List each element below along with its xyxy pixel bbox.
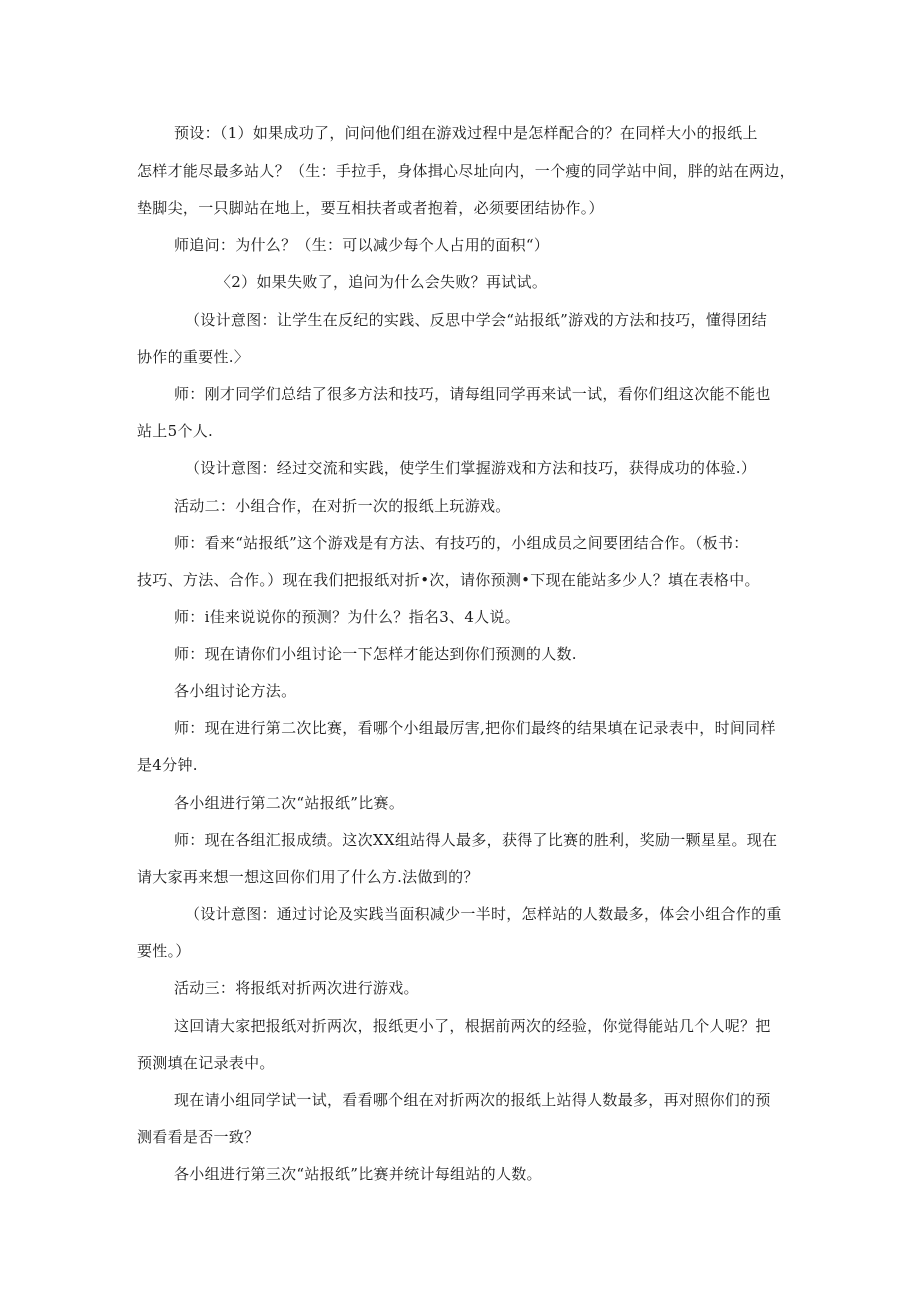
text-line: 活动二：小组合作，在对折一次的报纸上玩游戏。 [174, 497, 511, 515]
text-line: 师：看来“站报纸”这个游戏是有方法、有技巧的，小组成员之间要团结合作。（板书： [174, 534, 749, 552]
text-line: 技巧、方法、合作。）现在我们把报纸对折•次，请你预测•下现在能站多少人？填在表格中。 [137, 571, 760, 589]
text-line: 预测填在记录表中。 [137, 1054, 275, 1072]
text-line: （设计意图：经过交流和实践，使学生们掌握游戏和方法和技巧，获得成功的体验.） [185, 459, 757, 477]
text-line: 活动三：将报纸对折两次进行游戏。 [174, 979, 419, 997]
text-line: （设计意图：通过讨论及实践当面积减少一半时，怎样站的人数最多，体会小组合作的重 [185, 905, 782, 923]
text-line: 请大家再来想一想这回你们用了什么方.法做到的？ [137, 868, 479, 886]
text-line: 现在请小组同学试一试，看看哪个组在对折两次的报纸上站得人数最多，再对照你们的预 [174, 1091, 771, 1109]
text-line: 各小组讨论方法。 [174, 682, 297, 700]
text-line: 协作的重要性.〉 [137, 348, 250, 366]
text-line: 师：现在请你们小组讨论一下怎样才能达到你们预测的人数. [174, 645, 577, 663]
text-line: 要性。） [137, 942, 191, 960]
text-line: 师：i佳来说说你的预测？为什么？指名3、4人说。 [174, 608, 521, 626]
text-line: 预设：（1）如果成功了，问问他们组在游戏过程中是怎样配合的？在同样大小的报纸上 [174, 124, 758, 142]
text-line: （设计意图：让学生在反纪的实践、反思中学会“站报纸”游戏的方法和技巧，懂得团结 [185, 311, 768, 329]
text-line: 师：刚才同学们总结了很多方法和技巧，请每组同学再来试一试，看你们组这次能不能也 [174, 385, 771, 403]
text-line: 是4分钟. [137, 756, 198, 774]
text-line: 测看看是否一致？ [137, 1128, 260, 1146]
text-line: 站上5个人. [137, 422, 214, 440]
text-line: 各小组进行第二次“站报纸”比赛。 [174, 794, 405, 812]
text-line: 各小组进行第三次“站报纸”比赛并统计每组站的人数。 [174, 1165, 542, 1183]
text-line: 怎样才能尽最多站人？（生：手拉手，身体揖心尽址向内，一个瘦的同学站中间，胖的站在两边， [137, 162, 795, 180]
text-line: 〈2）如果失败了，追问为什么会失败？再试试。 [216, 273, 548, 291]
text-line: 师追问：为什么？（生：可以减少每个人占用的面积“） [174, 236, 550, 254]
text-line: 垫脚尖，一只脚站在地上，要互相扶者或者抱着，必须要团结协作。） [137, 199, 604, 217]
text-line: 这回请大家把报纸对折两次，报纸更小了，根据前两次的经验，你觉得能站几个人呢？把 [174, 1017, 771, 1035]
text-line: 师：现在进行第二次比赛，看哪个小组最厉害,把你们最终的结果填在记录表中，时间同样 [174, 719, 776, 737]
text-line: 师：现在各组汇报成绩。这次XX组站得人最多，获得了比赛的胜利，奖励一颗星星。现在 [174, 831, 778, 849]
